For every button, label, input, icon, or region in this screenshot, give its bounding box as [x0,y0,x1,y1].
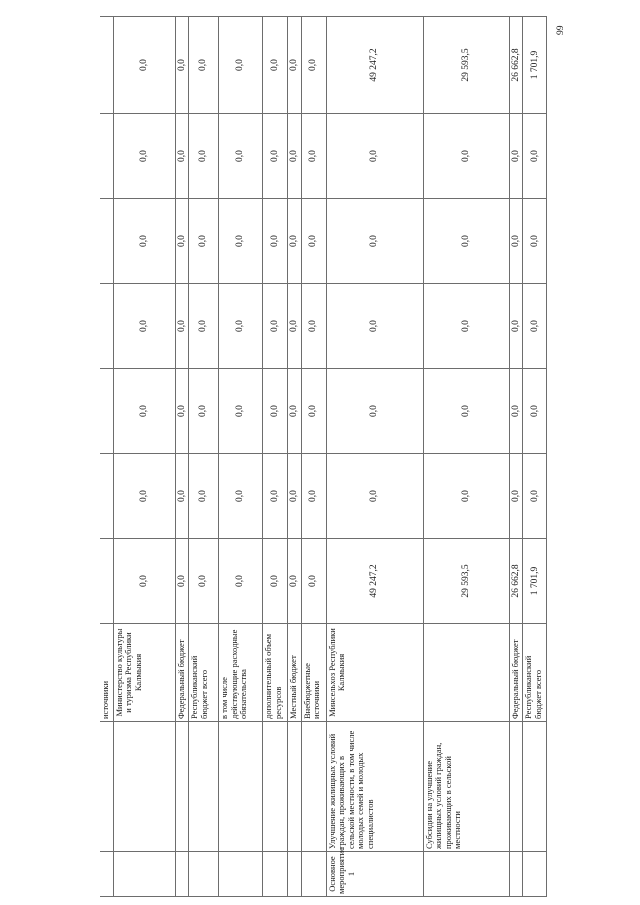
amount-cell: 0,0 [189,284,219,369]
amount-cell: 0,0 [509,199,523,284]
source-cell: Федеральный бюджет [175,624,189,722]
amount-cell: 0,0 [523,369,547,454]
source-cell: источники [100,624,113,722]
amount-cell: 0,0 [263,199,288,284]
amount-cell: 0,0 [113,284,175,369]
amount-cell: 0,0 [509,114,523,199]
amount-cell [100,369,113,454]
amount-cell: 0,0 [219,369,263,454]
source-cell: Минсельхоз Республики Калмыкия [326,624,423,722]
amount-cell: 0,0 [326,199,423,284]
amount-cell: 0,0 [423,369,509,454]
activity-cell [423,852,509,897]
amount-cell: 0,0 [189,17,219,114]
amount-cell: 0,0 [326,284,423,369]
table-row [263,17,288,897]
amount-cell: 0,0 [219,454,263,539]
amount-cell: 0,0 [113,114,175,199]
description-cell [189,722,219,852]
source-cell [423,624,509,722]
amount-cell [100,284,113,369]
amount-cell: 0,0 [326,454,423,539]
activity-cell [523,852,547,897]
amount-cell: 0,0 [423,454,509,539]
activity-cell [189,852,219,897]
amount-cell [100,114,113,199]
amount-cell: 0,0 [263,284,288,369]
activity-cell [288,852,302,897]
amount-cell: 0,0 [263,114,288,199]
amount-cell: 0,0 [301,284,326,369]
table-row [219,17,263,897]
description-cell [301,722,326,852]
source-cell: Республиканский бюджет всего [523,624,547,722]
description-cell [523,722,547,852]
amount-cell: 0,0 [263,539,288,624]
amount-cell: 0,0 [301,114,326,199]
amount-cell: 0,0 [288,454,302,539]
amount-cell: 0,0 [175,17,189,114]
activity-cell [301,852,326,897]
amount-cell: 0,0 [175,539,189,624]
description-cell [219,722,263,852]
amount-cell: 0,0 [288,539,302,624]
source-cell: дополнительный объем ресурсов [263,624,288,722]
amount-cell: 0,0 [423,114,509,199]
amount-cell: 0,0 [189,199,219,284]
amount-cell: 0,0 [423,199,509,284]
amount-cell: 0,0 [175,199,189,284]
amount-cell: 0,0 [219,284,263,369]
amount-cell: 0,0 [113,539,175,624]
amount-cell: 0,0 [113,199,175,284]
amount-cell: 0,0 [263,454,288,539]
table-row [288,17,302,897]
amount-cell [100,454,113,539]
amount-cell: 0,0 [219,17,263,114]
amount-cell [100,17,113,114]
amount-cell: 0,0 [301,369,326,454]
activity-cell [219,852,263,897]
amount-cell [100,199,113,284]
amount-cell: 0,0 [288,284,302,369]
amount-cell: 0,0 [175,284,189,369]
amount-cell: 0,0 [326,369,423,454]
amount-cell: 0,0 [113,17,175,114]
amount-cell: 0,0 [189,369,219,454]
amount-cell: 1 701,9 [523,17,547,114]
amount-cell: 0,0 [113,454,175,539]
amount-cell: 1 701,9 [523,539,547,624]
amount-cell: 0,0 [175,454,189,539]
table-row [189,17,219,897]
description-cell [100,722,113,852]
amount-cell: 0,0 [423,284,509,369]
amount-cell: 0,0 [288,17,302,114]
budget-table [100,16,547,897]
amount-cell: 0,0 [189,539,219,624]
table-row [326,17,423,897]
amount-cell: 0,0 [263,369,288,454]
amount-cell: 29 593,5 [423,539,509,624]
amount-cell: 0,0 [301,199,326,284]
activity-cell: Основное мероприятие 1 [326,852,423,897]
source-cell: в том числе действующие расходные обязательства [219,624,263,722]
description-cell [509,722,523,852]
amount-cell: 0,0 [189,114,219,199]
description-cell: Субсидии на улучшение жилищных условий граждан, проживающих в сельской местности [423,722,509,852]
description-cell: Улучшение жилищных условий граждан, проживающих в сельской местности, в том числе молодых семей и молодых специалистов [326,722,423,852]
table-row [175,17,189,897]
amount-cell: 29 593,5 [423,17,509,114]
table-row [113,17,175,897]
amount-cell: 26 662,8 [509,17,523,114]
amount-cell: 0,0 [509,369,523,454]
description-cell [113,722,175,852]
table-row [423,17,509,897]
source-cell: Федеральный бюджет [509,624,523,722]
description-cell [288,722,302,852]
amount-cell: 0,0 [175,369,189,454]
amount-cell: 0,0 [175,114,189,199]
amount-cell: 0,0 [288,114,302,199]
table-row [100,17,113,897]
amount-cell: 0,0 [288,369,302,454]
amount-cell [100,539,113,624]
description-cell [175,722,189,852]
amount-cell: 0,0 [301,17,326,114]
amount-cell: 0,0 [219,199,263,284]
amount-cell: 49 247,2 [326,539,423,624]
activity-cell [175,852,189,897]
source-cell: Министерство культуры и туризма Республики Калмыкия [113,624,175,722]
amount-cell: 0,0 [301,454,326,539]
amount-cell: 0,0 [288,199,302,284]
amount-cell: 0,0 [523,114,547,199]
activity-cell [509,852,523,897]
source-cell: Местный бюджет [288,624,302,722]
amount-cell: 0,0 [509,454,523,539]
amount-cell: 0,0 [263,17,288,114]
activity-cell [263,852,288,897]
source-cell: Внебюджетные источники [301,624,326,722]
activity-cell [100,852,113,897]
amount-cell: 0,0 [219,114,263,199]
amount-cell: 0,0 [301,539,326,624]
amount-cell: 0,0 [113,369,175,454]
amount-cell: 0,0 [509,284,523,369]
amount-cell: 0,0 [523,199,547,284]
page-number: 99 [556,25,566,35]
amount-cell: 0,0 [219,539,263,624]
table-row [301,17,326,897]
amount-cell: 0,0 [326,114,423,199]
table-row [523,17,547,897]
amount-cell: 0,0 [523,454,547,539]
description-cell [263,722,288,852]
amount-cell: 26 662,8 [509,539,523,624]
source-cell: Республиканский бюджет всего [189,624,219,722]
table-row [509,17,523,897]
amount-cell: 0,0 [189,454,219,539]
amount-cell: 0,0 [523,284,547,369]
activity-cell [113,852,175,897]
amount-cell: 49 247,2 [326,17,423,114]
